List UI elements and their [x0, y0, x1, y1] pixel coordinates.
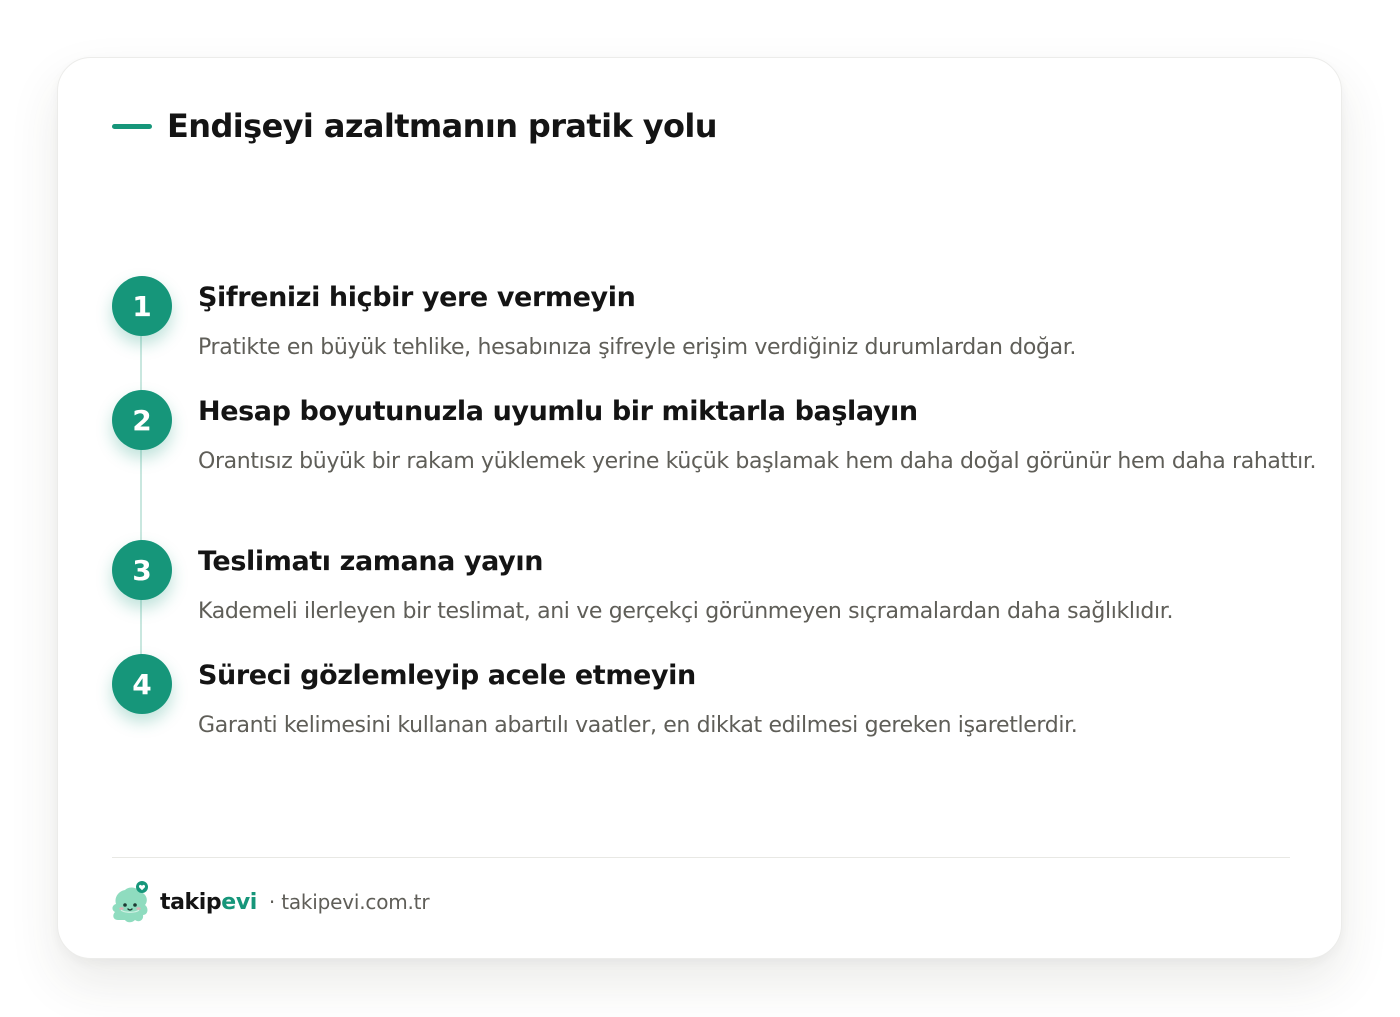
footer-divider: [112, 857, 1290, 858]
step-title: Hesap boyutunuzla uyumlu bir miktarla başlayın: [198, 396, 918, 427]
step-number-badge: 2: [112, 390, 172, 450]
step-title: Süreci gözlemleyip acele etmeyin: [198, 660, 696, 691]
header: [112, 104, 717, 148]
step-description: Garanti kelimesini kullanan abartılı vaatler, en dikkat edilmesi gereken işaretlerdir.: [198, 713, 1078, 738]
step-title: Şifrenizi hiçbir yere vermeyin: [198, 282, 636, 313]
brand-name-part1: takip: [160, 889, 222, 915]
steps-connector-line: [140, 304, 142, 684]
step-description: Kademeli ilerleyen bir teslimat, ani ve gerçekçi görünmeyen sıçramalardan daha sağlıklıdır.: [198, 599, 1174, 624]
content-card: [57, 57, 1342, 959]
mascot-icon: [110, 880, 150, 924]
footer: [110, 880, 429, 924]
step-description: Pratikte en büyük tehlike, hesabınıza şifreyle erişim verdiğiniz durumlardan doğar.: [198, 335, 1077, 360]
step-title: Teslimatı zamana yayın: [198, 546, 544, 577]
step-description: Orantısız büyük bir rakam yüklemek yerine küçük başlamak hem daha doğal görünür hem daha rahattır.: [198, 449, 1317, 474]
step-number-badge: 4: [112, 654, 172, 714]
step-number-badge: 1: [112, 276, 172, 336]
brand-name-part2: evi: [221, 889, 257, 915]
title-accent-dash: [112, 124, 152, 129]
page-title: Endişeyi azaltmanın pratik yolu: [167, 107, 717, 145]
step-number-badge: 3: [112, 540, 172, 600]
site-url[interactable]: · takipevi.com.tr: [268, 890, 430, 914]
